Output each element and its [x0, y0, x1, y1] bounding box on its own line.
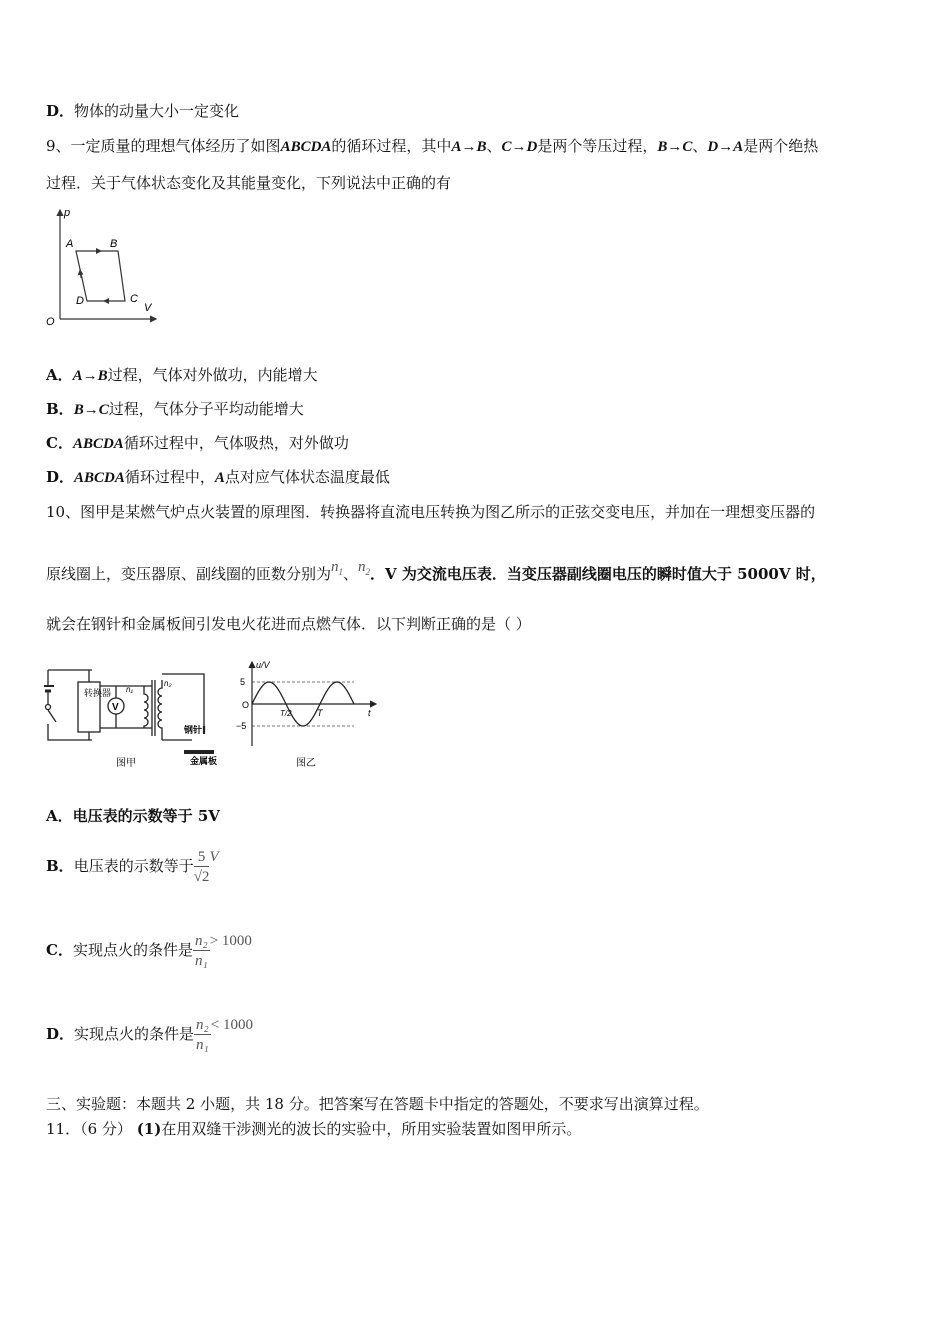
relation: > 1000 — [209, 933, 252, 949]
q9-option-a — [46, 364, 318, 387]
section-text: 三、实验题：本题共 2 小题，共 18 分。把答案写在答题卡中指定的答题处，不要求写出演算过程。 — [46, 1095, 709, 1113]
separator: 、 — [486, 137, 502, 155]
point-a: A — [66, 238, 74, 250]
fraction-n2-over-n1 — [193, 932, 210, 971]
option-text: 实现点火的条件是 — [74, 1025, 195, 1043]
numerator: 5 — [194, 848, 210, 867]
u-axis-label: u/V — [256, 660, 270, 670]
option-text: 点对应气体状态温度最低 — [224, 468, 390, 486]
q10-stem-line3 — [46, 613, 531, 635]
stem-text: 是两个绝热 — [743, 137, 819, 155]
option-text: 物体的动量大小一定变化 — [74, 102, 240, 120]
option-text: 循环过程中， — [124, 468, 215, 486]
option-math: ABCDA — [74, 470, 125, 486]
n1-symbol — [331, 559, 343, 575]
option-math: B→C — [73, 402, 109, 418]
separator: 、 — [343, 565, 359, 583]
option-label: C． — [46, 434, 73, 452]
denominator: n₁ — [196, 1036, 209, 1053]
option-text: 循环过程中，气体吸热，对外做功 — [123, 434, 349, 452]
denominator: √2 — [193, 868, 210, 885]
option-label: B． — [46, 857, 74, 875]
origin-label: O — [46, 316, 55, 328]
pv-diagram — [44, 206, 164, 328]
n2-symbol — [358, 559, 370, 575]
option-label: D． — [46, 102, 75, 120]
fig-yi-caption: 图乙 — [296, 758, 316, 769]
math-da: D→A — [707, 139, 744, 155]
option-math: A→B — [72, 368, 108, 384]
stem-text: 在用双缝干涉测光的波长的实验中，所用实验装置如图甲所示。 — [161, 1120, 582, 1138]
n1-sub: 1 — [338, 567, 344, 577]
q9-option-d — [46, 466, 390, 489]
n2-sub: 2 — [365, 567, 371, 577]
point-c: C — [130, 293, 138, 305]
q10-stem-line1 — [46, 501, 815, 523]
option-text: 实现点火的条件是 — [72, 941, 193, 959]
numerator: n₂ — [194, 932, 208, 949]
math-ab: A→B — [451, 139, 487, 155]
numerator: n₂ — [196, 1016, 209, 1033]
x-tick-half-t: T/2 — [280, 709, 292, 718]
circuit-diagram — [44, 656, 247, 774]
q9-stem-line2 — [46, 172, 451, 194]
math-bc: B→C — [657, 139, 693, 155]
cycle-path — [76, 251, 125, 301]
relation: < 1000 — [210, 1017, 253, 1033]
point-b: B — [110, 238, 118, 250]
section-3-heading — [46, 1093, 709, 1115]
option-text: 电压表的示数等于 — [73, 857, 194, 875]
option-text: 过程，气体分子平均动能增大 — [108, 400, 304, 418]
origin-label: O — [242, 700, 250, 710]
separator: 、 — [692, 137, 708, 155]
needle-label: 钢针 — [184, 725, 203, 735]
p-label: p — [64, 207, 71, 219]
stem-text: 是两个等压过程， — [537, 137, 658, 155]
fig-jia-caption: 图甲 — [116, 758, 136, 769]
option-math: A — [214, 470, 225, 486]
n1-label: n₁ — [126, 685, 133, 694]
q8-option-d — [46, 100, 239, 122]
switch-blade — [48, 710, 56, 722]
q10-stem-line2 — [46, 559, 826, 591]
sine-chart — [236, 656, 386, 774]
stem-text: 过程．关于气体状态变化及其能量变化，下列说法中正确的有 — [46, 174, 452, 192]
question-number: 11． — [46, 1120, 81, 1138]
option-text: 过程，气体对外做功，内能增大 — [107, 366, 318, 384]
math-cd: C→D — [501, 139, 538, 155]
stem-text: 就会在钢针和金属板间引发电火花进而点燃气体．以下判断正确的是（ ） — [46, 615, 531, 633]
x-tick-t: T — [317, 708, 323, 718]
y-tick-5: 5 — [240, 677, 246, 687]
secondary-coil — [158, 680, 162, 740]
stem-text: 10、图甲是某燃气炉点火装置的原理图．转换器将直流电压转换为图乙所示的正弦交变电压，并加在一理想变压器的 — [46, 503, 816, 521]
q10-option-d — [46, 1014, 253, 1055]
plate-label: 金属板 — [190, 756, 218, 766]
n1-base: n — [331, 559, 339, 575]
math-cycle: ABCDA — [280, 139, 332, 155]
converter-text: 转换器 — [84, 688, 112, 698]
question-part: (1) — [136, 1120, 162, 1138]
q9-stem-line1 — [46, 135, 818, 158]
point-d: D — [76, 295, 84, 307]
stem-text: 原线圈上，变压器原、副线圈的匝数分别为 — [46, 565, 332, 583]
primary-coil — [144, 686, 148, 728]
q9-option-c — [46, 432, 349, 455]
q11-stem — [46, 1118, 581, 1140]
option-label: B． — [46, 400, 74, 418]
q10-option-c — [46, 930, 252, 971]
fraction-5-over-sqrt2 — [194, 848, 210, 887]
q9-option-b — [46, 398, 304, 421]
option-text: 电压表的示数等于 5V — [72, 807, 220, 825]
voltmeter-label: V — [112, 702, 119, 713]
option-math: ABCDA — [72, 436, 124, 452]
t-axis-label: t — [368, 708, 371, 718]
fraction-n2-over-n1 — [194, 1016, 211, 1055]
stem-text: ．V 为交流电压表．当变压器副线圈电压的瞬时值大于 5000V 时， — [370, 565, 826, 583]
unit: V — [209, 849, 219, 865]
core — [152, 680, 155, 736]
denominator: n₁ — [194, 952, 208, 969]
q10-option-a — [46, 805, 220, 827]
stem-text: 一定质量的理想气体经历了如图 — [70, 137, 281, 155]
option-label: D． — [46, 468, 75, 486]
v-label: V — [144, 302, 152, 314]
option-label: C． — [46, 941, 73, 959]
y-tick-neg5: −5 — [236, 721, 247, 731]
n2-base: n — [358, 559, 366, 575]
option-label: D． — [46, 1025, 75, 1043]
switch-contact — [46, 705, 51, 710]
converter-label — [84, 687, 111, 698]
n2-label: n₂ — [164, 679, 172, 688]
option-label: A． — [46, 807, 73, 825]
stem-text: 的循环过程，其中 — [331, 137, 452, 155]
q10-option-b — [46, 846, 219, 887]
question-number: 9、 — [46, 137, 71, 155]
question-score: （6 分） — [80, 1120, 132, 1138]
option-label: A． — [46, 366, 73, 384]
